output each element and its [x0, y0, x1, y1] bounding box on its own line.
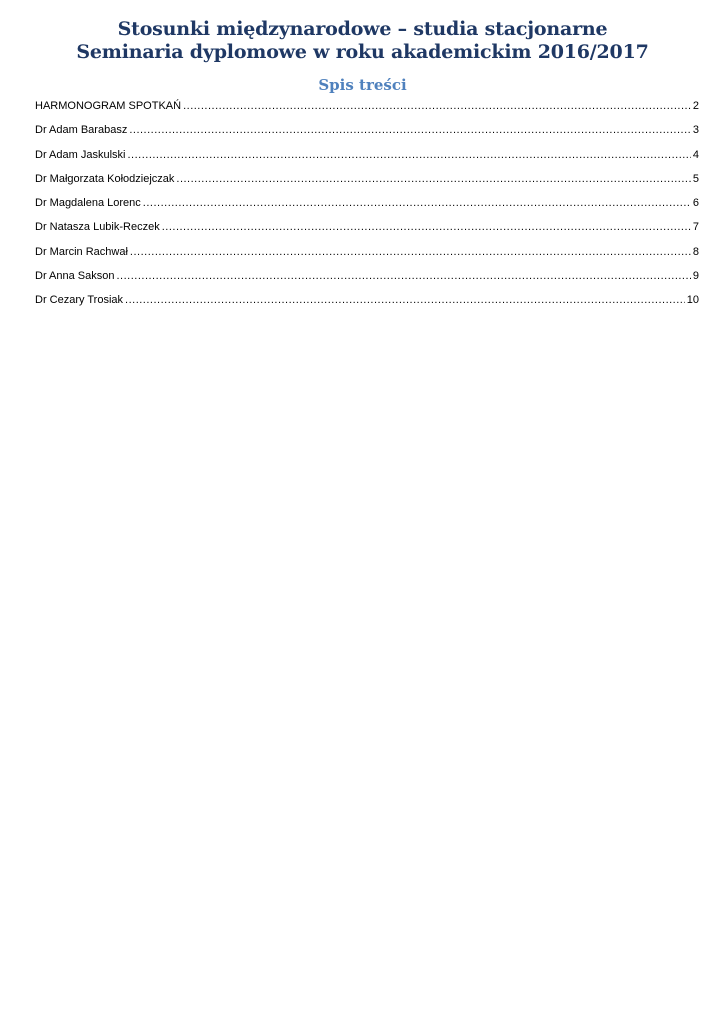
toc-entry-page[interactable]: 9: [692, 270, 699, 283]
toc-heading: Spis treści: [318, 76, 407, 94]
toc-entry-label[interactable]: Dr Anna Sakson: [35, 270, 115, 283]
toc-dot-leader: [162, 219, 691, 235]
toc-dot-leader: [130, 244, 691, 260]
toc-entry-barabasz[interactable]: [35, 120, 699, 144]
toc-entry-page[interactable]: 7: [692, 221, 699, 234]
toc-entry-lorenc[interactable]: [35, 193, 699, 217]
toc-dot-leader: [127, 147, 690, 163]
toc-entry-page[interactable]: 3: [692, 124, 699, 137]
toc-entry-trosiak[interactable]: [35, 290, 699, 314]
toc-entry-page[interactable]: 8: [692, 245, 699, 258]
toc-entry-label[interactable]: Dr Adam Barabasz: [35, 124, 128, 137]
toc-entry-sakson[interactable]: [35, 266, 699, 290]
table-of-contents: [35, 96, 699, 315]
toc-entry-label[interactable]: HARMONOGRAM SPOTKAŃ: [35, 100, 182, 112]
toc-entry-label[interactable]: Dr Adam Jaskulski: [35, 148, 126, 161]
toc-entry-page[interactable]: 5: [692, 172, 699, 185]
document-title: [0, 18, 725, 64]
toc-entry-page[interactable]: 10: [686, 294, 699, 307]
toc-entry-label[interactable]: Dr Cezary Trosiak: [35, 294, 124, 307]
toc-entry-label[interactable]: Dr Natasza Lubik-Reczek: [35, 221, 160, 234]
toc-entry-label[interactable]: Dr Małgorzata Kołodziejczak: [35, 172, 175, 185]
title-line-1: Stosunki międzynarodowe – studia stacjonarne: [117, 18, 608, 40]
toc-entry-lubik-reczek[interactable]: [35, 217, 699, 241]
toc-dot-leader: [183, 98, 691, 114]
toc-entry-label[interactable]: Dr Magdalena Lorenc: [35, 197, 141, 210]
title-line-2: Seminaria dyplomowe w roku akademickim 2016/2017: [76, 41, 649, 63]
toc-dot-leader: [176, 171, 690, 187]
toc-entry-harmonogram[interactable]: [35, 96, 699, 120]
toc-entry-kolodziejczak[interactable]: [35, 169, 699, 193]
toc-dot-leader: [143, 195, 691, 211]
toc-entry-label[interactable]: Dr Marcin Rachwał: [35, 245, 128, 258]
toc-dot-leader: [125, 292, 685, 308]
toc-entry-jaskulski[interactable]: [35, 145, 699, 169]
toc-entry-page[interactable]: 4: [692, 148, 699, 161]
toc-dot-leader: [129, 122, 691, 138]
toc-entry-rachwal[interactable]: [35, 242, 699, 266]
toc-dot-leader: [117, 268, 691, 284]
toc-entry-page[interactable]: 2: [692, 100, 699, 112]
toc-entry-page[interactable]: 6: [692, 197, 699, 210]
